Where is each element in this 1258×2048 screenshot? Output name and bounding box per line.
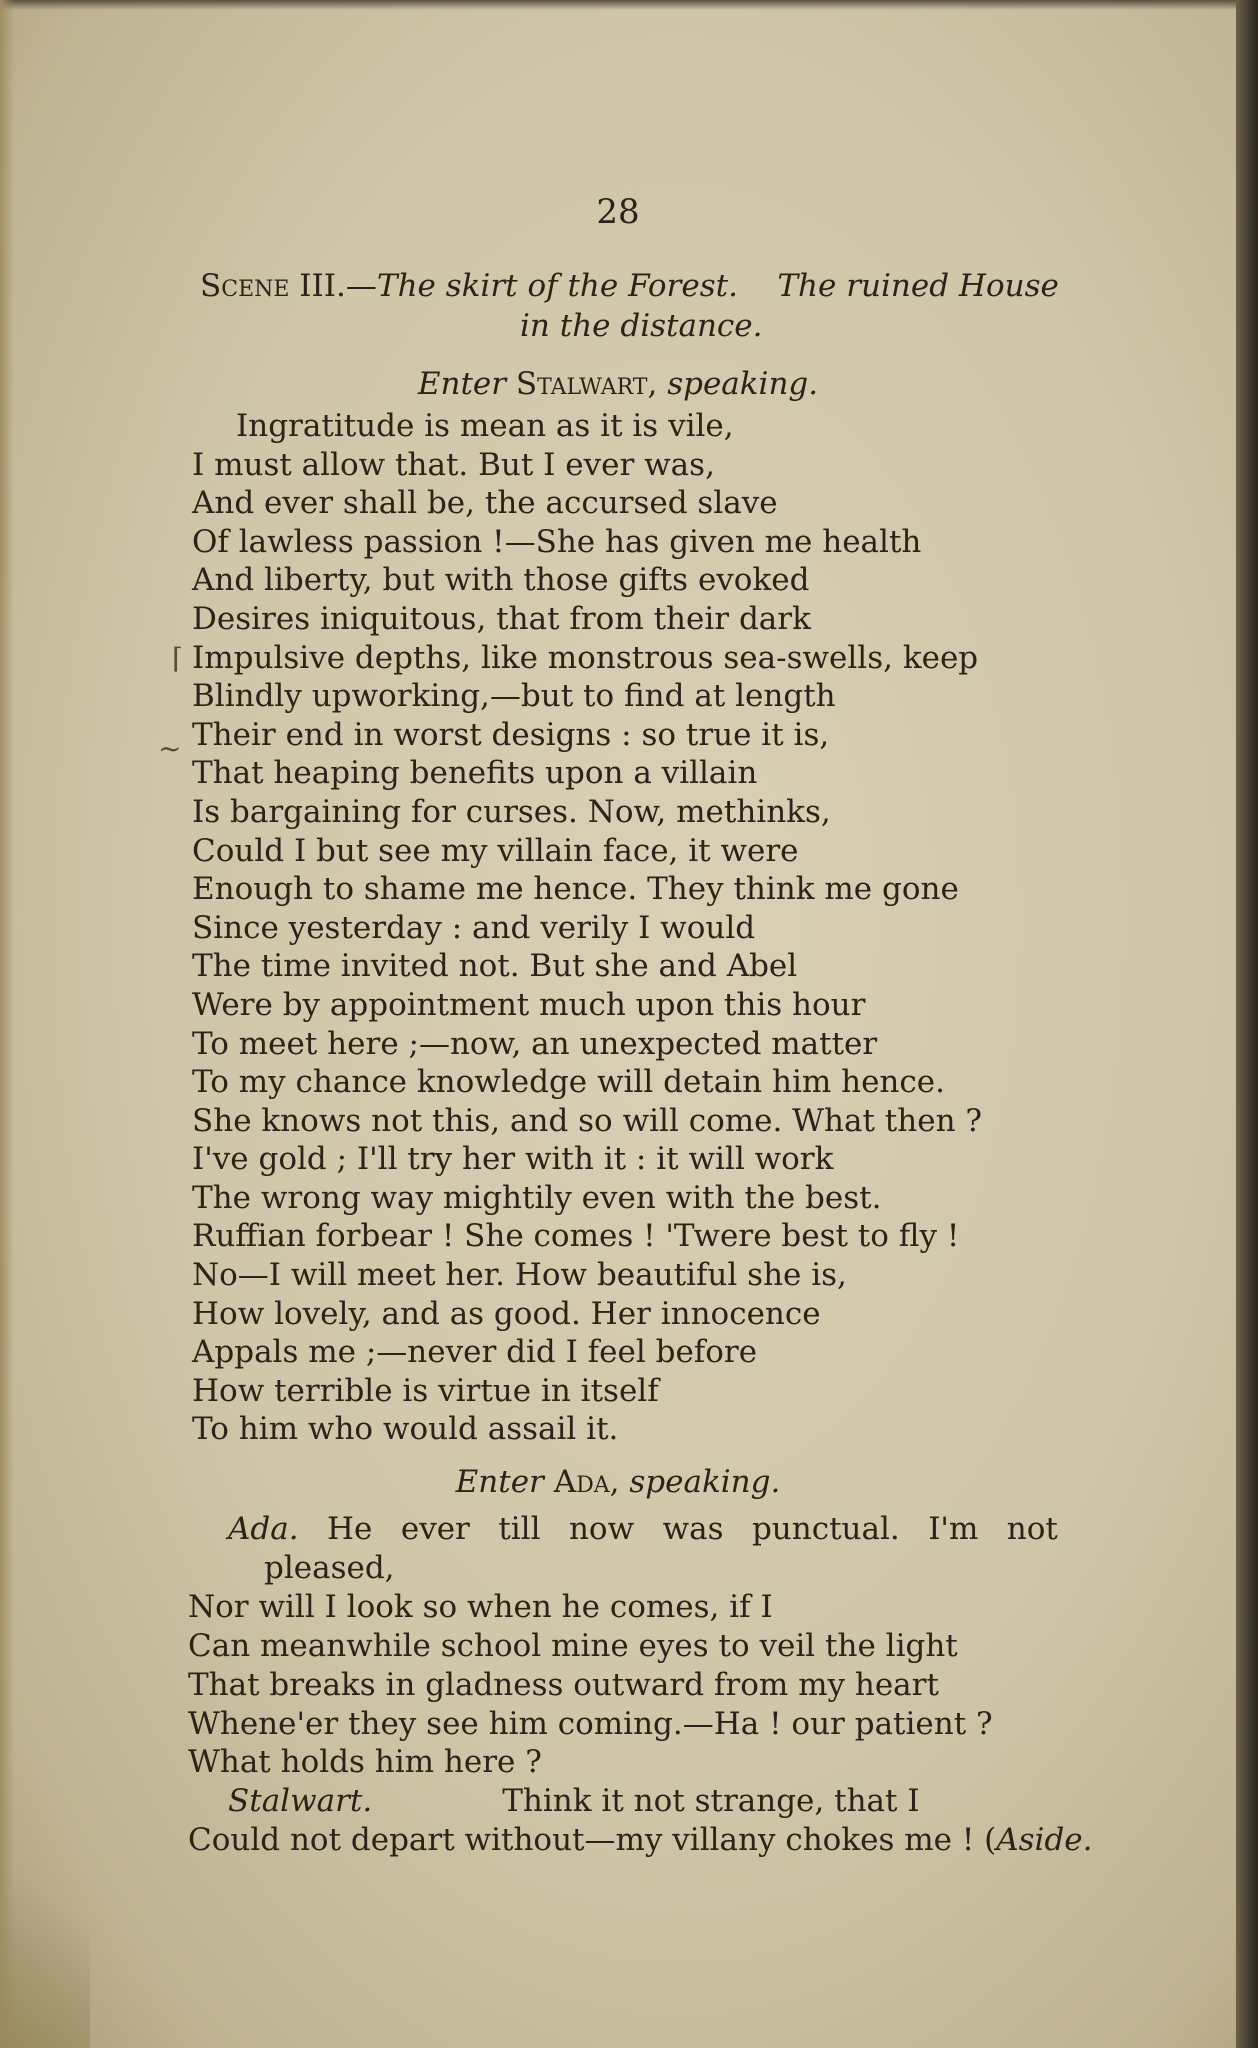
verse-line: Could I but see my villain face, it were xyxy=(192,832,799,869)
verse-word: He xyxy=(327,1511,373,1547)
verse-word: now xyxy=(568,1511,635,1547)
verse-line: And liberty, but with those gifts evoked xyxy=(192,562,810,599)
verse-line: Appals me ;—never did I feel before xyxy=(192,1334,758,1371)
verse-line: To him who would assail it. xyxy=(192,1411,619,1448)
verse-line: Of lawless passion !—She has given me health xyxy=(192,523,922,560)
ada-speech xyxy=(188,1510,1093,1860)
verse-line: Whene'er they see him coming.—Ha ! our patient ? xyxy=(188,1705,993,1742)
ada-first-line xyxy=(188,1510,1058,1549)
verse-line: How lovely, and as good. Her innocence xyxy=(192,1295,821,1332)
verse-line: Blindly upworking,—but to find at length xyxy=(192,678,836,715)
verse-line: Nor will I look so when he comes, if I xyxy=(188,1588,773,1625)
verse-line: Is bargaining for curses. Now, methinks, xyxy=(192,793,831,830)
stalwart-reply-line xyxy=(188,1782,1058,1821)
verse-line: Their end in worst designs : so true it is, xyxy=(192,716,830,753)
stage-direction-enter-stalwart xyxy=(0,366,1236,402)
verse-word: till xyxy=(498,1511,541,1547)
verse-line-continuation: pleased, xyxy=(264,1549,395,1586)
scene-title-part2: The ruined House xyxy=(777,268,1059,304)
verse-word: I'm xyxy=(928,1511,979,1547)
scene-heading xyxy=(200,266,1080,346)
page-corner-stain xyxy=(0,1848,90,2048)
verse-line: To meet here ;—now, an unexpected matter xyxy=(192,1025,878,1062)
scene-label: Scene III. xyxy=(200,268,346,304)
stalwart-speech xyxy=(192,407,1092,1449)
page-top-shadow xyxy=(0,0,1236,10)
verse-line: I must allow that. But I ever was, xyxy=(192,446,715,483)
speaker-stalwart: Stalwart. xyxy=(228,1783,373,1820)
aside-open-paren: ( xyxy=(984,1822,997,1859)
book-binding-edge xyxy=(1236,0,1258,2048)
stage-enter-word: Enter xyxy=(417,366,507,402)
verse-line: Think it not strange, that I xyxy=(502,1783,920,1820)
scene-title-part1: The skirt of the Forest. xyxy=(376,268,738,304)
verse-line: The wrong way mightily even with the best. xyxy=(192,1179,882,1216)
speaker-ada: Ada. xyxy=(228,1511,299,1547)
stalwart-reply-line-2 xyxy=(188,1821,1093,1860)
verse-line: Enough to shame me hence. They think me gone xyxy=(192,871,959,908)
verse-line: Desires iniquitous, that from their dark xyxy=(192,600,811,637)
pencil-mark: ~ xyxy=(158,732,182,765)
verse-line: The time invited not. But she and Abel xyxy=(192,948,798,985)
scene-title-part3: in the distance. xyxy=(520,308,763,344)
verse-line: Could not depart without—my villany chokes me ! xyxy=(188,1822,975,1859)
stage-direction-enter-ada xyxy=(0,1464,1236,1500)
page-left-stain xyxy=(0,0,14,2048)
scene-dash: — xyxy=(345,268,377,304)
stage-aside: Aside. xyxy=(996,1822,1093,1859)
verse-line: She knows not this, and so will come. What then ? xyxy=(192,1102,983,1139)
stage-speaking-word: speaking. xyxy=(629,1464,781,1500)
stage-enter-word: Enter xyxy=(455,1464,544,1500)
verse-line: Ingratitude is mean as it is vile, xyxy=(236,408,734,444)
verse-line: And ever shall be, the accursed slave xyxy=(192,485,778,522)
verse-line: Impulsive depths, like monstrous sea-swells, keep xyxy=(192,639,979,676)
verse-line: Since yesterday : and verily I would xyxy=(192,909,756,946)
verse-word: punctual. xyxy=(751,1511,900,1547)
character-name-ada: Ada, xyxy=(553,1464,620,1500)
verse-line: What holds him here ? xyxy=(188,1744,542,1781)
character-name-stalwart: Stalwart, xyxy=(515,366,658,402)
verse-line: That heaping benefits upon a villain xyxy=(192,755,758,792)
verse-line: No—I will meet her. How beautiful she is, xyxy=(192,1257,847,1294)
verse-line: That breaks in gladness outward from my heart xyxy=(188,1666,939,1703)
pencil-bracket: ⌈ xyxy=(172,642,183,675)
page-number: 28 xyxy=(596,192,640,232)
verse-line: Can meanwhile school mine eyes to veil the light xyxy=(188,1627,958,1664)
verse-line: To my chance knowledge will detain him hence. xyxy=(192,1064,945,1101)
verse-word: was xyxy=(662,1511,724,1547)
stage-speaking-word: speaking. xyxy=(667,366,819,402)
verse-line: Were by appointment much upon this hour xyxy=(192,986,866,1023)
verse-line: I've gold ; I'll try her with it : it will work xyxy=(192,1141,834,1178)
verse-line: How terrible is virtue in itself xyxy=(192,1372,659,1409)
verse-line: Ruffian forbear ! She comes ! 'Twere best to fly ! xyxy=(192,1218,960,1255)
verse-word: ever xyxy=(400,1511,470,1547)
verse-word: not xyxy=(1006,1511,1058,1547)
